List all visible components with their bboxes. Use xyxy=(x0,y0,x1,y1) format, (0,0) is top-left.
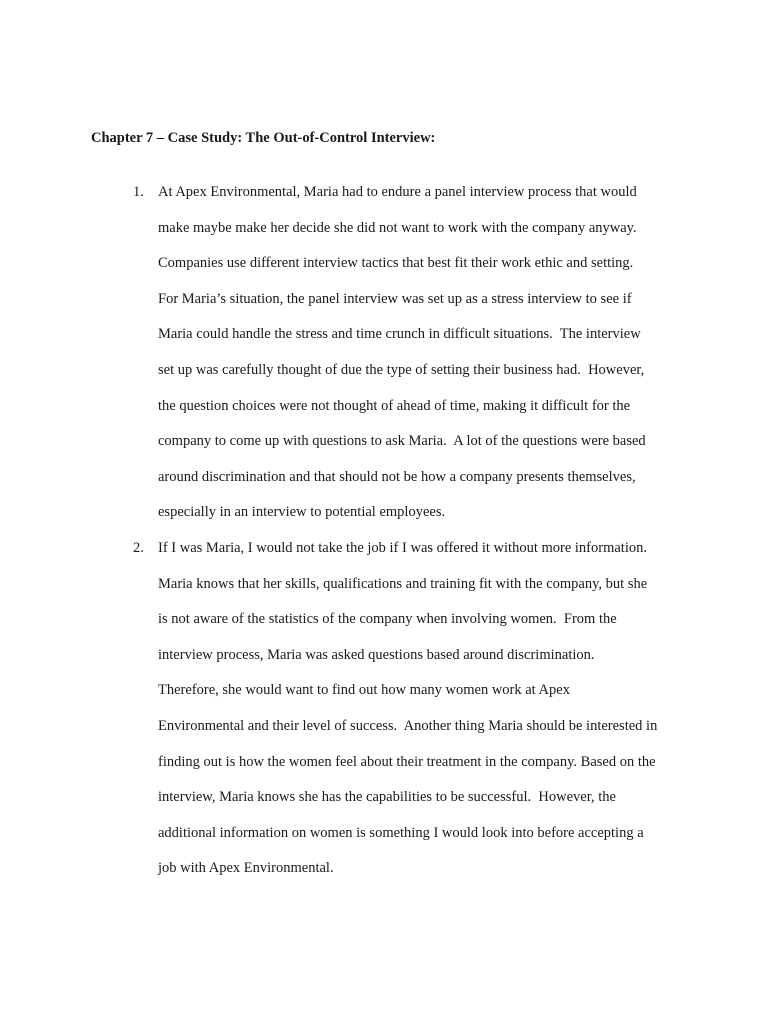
paragraph-line: Maria could handle the stress and time crunch in difficult situations. The interview xyxy=(158,326,641,343)
list-item-number: 1. xyxy=(133,184,144,200)
paragraph-line: Maria knows that her skills, qualifications and training fit with the company, but she xyxy=(158,575,648,592)
paragraph-line: interview process, Maria was asked questions based around discrimination. xyxy=(158,646,595,663)
paragraph-line: is not aware of the statistics of the company when involving women. From the xyxy=(158,611,617,628)
paragraph-line: make maybe make her decide she did not want to work with the company anyway. xyxy=(158,219,637,236)
document-heading: Chapter 7 – Case Study: The Out-of-Control Interview: xyxy=(91,130,436,146)
paragraph-line: job with Apex Environmental. xyxy=(158,860,334,877)
paragraph-line: At Apex Environmental, Maria had to endure a panel interview process that would xyxy=(158,184,637,200)
list-item xyxy=(133,175,688,531)
answer-list xyxy=(133,175,688,887)
paragraph-line: set up was carefully thought of due the type of setting their business had. However, xyxy=(158,361,645,378)
paragraph-line: the question choices were not thought of ahead of time, making it difficult for the xyxy=(158,397,631,414)
list-item xyxy=(133,531,688,887)
paragraph-line: additional information on women is something I would look into before accepting a xyxy=(158,824,644,841)
paragraph-line: For Maria’s situation, the panel interview was set up as a stress interview to see if xyxy=(158,290,632,307)
paragraph-line: Environmental and their level of success. Another thing Maria should be interested in xyxy=(158,717,658,734)
paragraph-line: finding out is how the women feel about their treatment in the company. Based on the xyxy=(158,753,656,770)
paragraph-line: interview, Maria knows she has the capabilities to be successful. However, the xyxy=(158,789,616,806)
paragraph-line: Companies use different interview tactics that best fit their work ethic and setting. xyxy=(158,255,634,272)
list-item-number: 2. xyxy=(133,539,144,556)
paragraph-line: Therefore, she would want to find out how many women work at Apex xyxy=(158,682,570,699)
paragraph-line: especially in an interview to potential employees. xyxy=(158,504,446,521)
paragraph-line: around discrimination and that should not be how a company presents themselves, xyxy=(158,468,636,485)
paragraph-line: If I was Maria, I would not take the job if I was offered it without more information. xyxy=(158,539,647,556)
paragraph-line: company to come up with questions to ask Maria. A lot of the questions were based xyxy=(158,433,646,450)
